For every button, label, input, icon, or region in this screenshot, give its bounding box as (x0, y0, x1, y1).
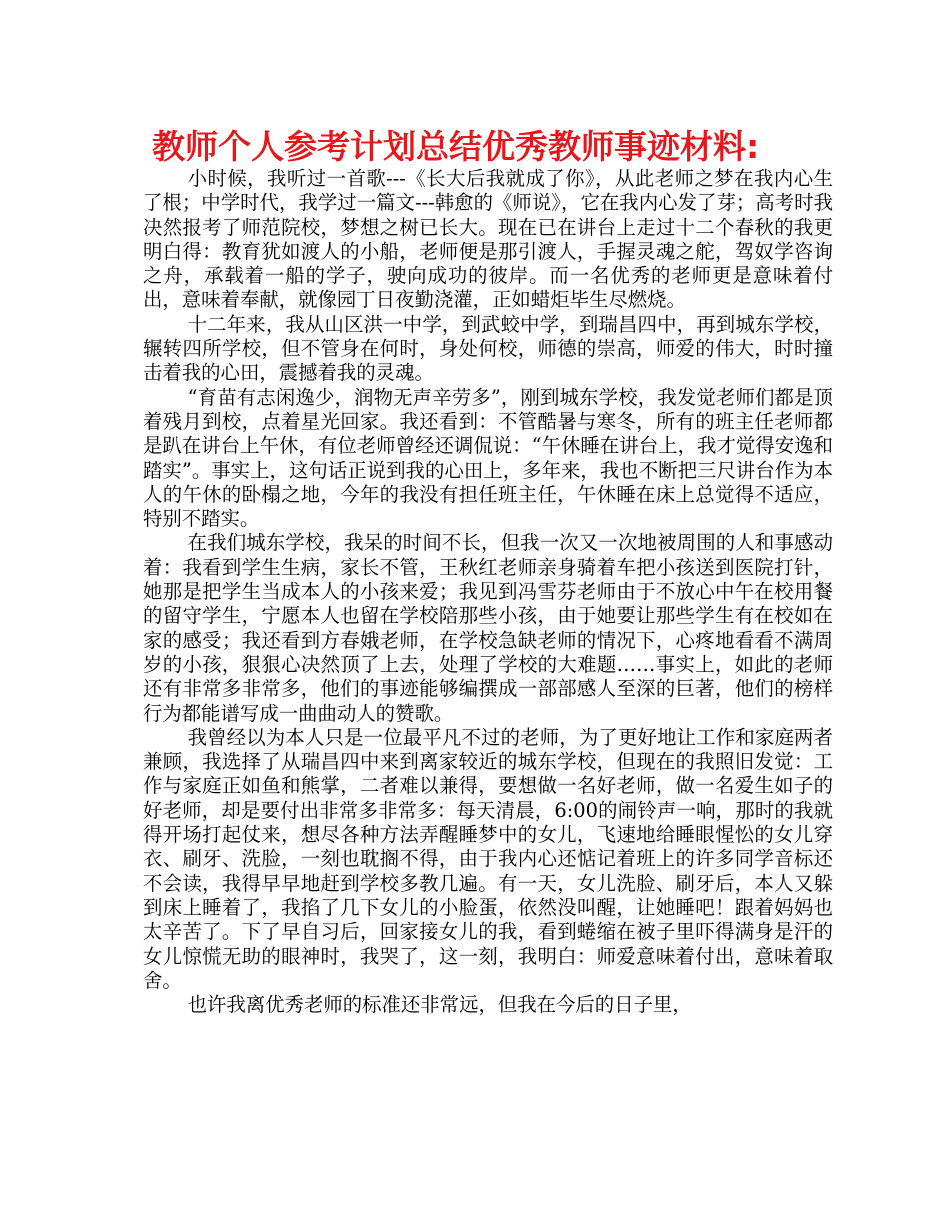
paragraph: “育苗有志闲逸少，润物无声辛劳多”，刚到城东学校，我发觉老师们都是顶着残月到校，点着星光回家。我还看到：不管酷暑与寒冬，所有的班主任老师都是趴在讲台上午休，有位老师曾经还调侃说：“午休睡在讲台上，我才觉得安逸和踏实”。事实上，这句话正说到我的心田上，多年来，我也不断把三尺讲台作为本人的午休的卧榻之地，今年的我没有担任班主任，午休睡在床上总觉得不适应，特别不踏实。 (143, 385, 833, 531)
paragraph: 十二年来，我从山区洪一中学，到武蛟中学，到瑞昌四中，再到城东学校，辗转四所学校，但不管身在何时，身处何校，师德的崇高，师爱的伟大，时时撞击着我的心田，震撼着我的灵魂。 (143, 312, 833, 385)
paragraph: 也许我离优秀老师的标准还非常远，但我在今后的日子里， (187, 993, 692, 1017)
paragraph: 小时候，我听过一首歌---《长大后我就成了你》，从此老师之梦在我内心生了根；中学时代，我学过一篇文---韩愈的《师说》，它在我内心发了芽；高考时我决然报考了师范院校，梦想之树已长大。现在已在讲台上走过十二个春秋的我更明白得：教育犹如渡人的小船，老师便是那引渡人，手握灵魂之舵，驾奴学咨询之舟，承载着一船的学子，驶向成功的彼岸。而一名优秀的老师更是意味着付出，意味着奉献，就像园丁日夜勤浇灌，正如蜡炬毕生尽燃烧。 (143, 167, 833, 312)
document-title: 教师个人参考计划总结优秀教师事迹材料: (152, 127, 760, 166)
paragraph: 我曾经以为本人只是一位最平凡不过的老师，为了更好地让工作和家庭两者兼顾，我选择了从瑞昌四中来到离家较近的城东学校，但现在的我照旧发觉：工作与家庭正如鱼和熊掌，二者难以兼得，要想做一名好老师，做一名爱生如子的好老师，却是要付出非常多非常多：每天清晨，6:00的闹铃声一响，那时的我就得开场打起仗来，想尽各种方法弄醒睡梦中的女儿，飞速地给睡眼惺忪的女儿穿衣、刷牙、洗脸，一刻也耽搁不得，由于我内心还惦记着班上的许多同学音标还不会读，我得早早地赶到学校多教几遍。有一天，女儿洗脸、刷牙后，本人又躲到床上睡着了，我掐了几下女儿的小脸蛋，依然没叫醒，让她睡吧！跟着妈妈也太辛苦了。下了早自习后，回家接女儿的我，看到蜷缩在被子里吓得满身是汗的女儿惊慌无助的眼神时，我哭了，这一刻，我明白：师爱意味着付出，意味着取舍。 (143, 725, 833, 992)
document-body (143, 167, 833, 1017)
paragraph: 在我们城东学校，我呆的时间不长，但我一次又一次地被周围的人和事感动着：我看到学生生病，家长不管，王秋红老师亲身骑着车把小孩送到医院打针，她那是把学生当成本人的小孩来爱；我见到冯雪芬老师由于不放心中午在校用餐的留守学生，宁愿本人也留在学校陪那些小孩，由于她要让那些学生有在校如在家的感受；我还看到方春娥老师，在学校急缺老师的情况下，心疼地看看不满周岁的小孩，狠狠心决然顶了上去，处理了学校的大难题……事实上，如此的老师还有非常多非常多，他们的事迹能够编撰成一部部感人至深的巨著，他们的榜样行为都能谱写成一曲曲动人的赞歌。 (143, 531, 833, 725)
